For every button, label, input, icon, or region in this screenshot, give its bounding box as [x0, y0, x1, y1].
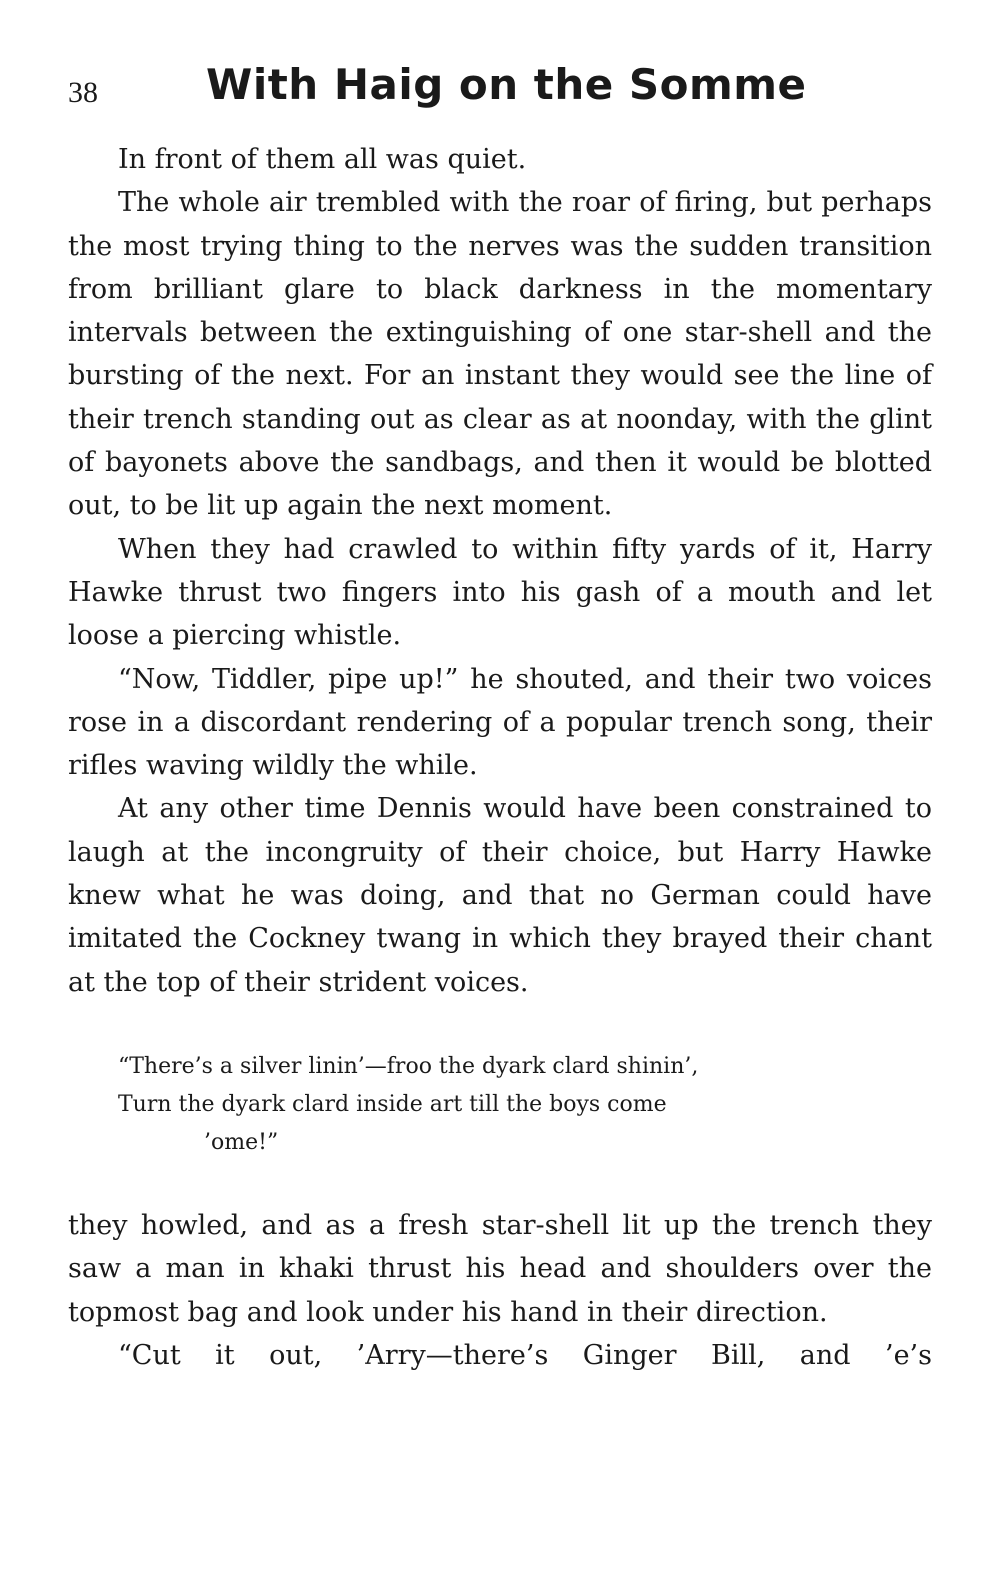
paragraph-quiet: In front of them all was quiet.: [118, 144, 527, 175]
running-title: With Haig on the Somme: [206, 60, 807, 109]
paragraph-air-trembled: The whole air trembled with the roar of firing, but perhaps the most trying thing to the nerves was the sudden transition from brilliant glare to black darkness in the momentary intervals between the extinguishing of one star-shell and the bursting of the next. For an instant they would see the line of their trench standing out as clear as at noonday, with the glint of bayonets above the sandbags, and then it would be blotted out, to be lit up again the next moment.: [68, 187, 932, 522]
book-page: [68, 60, 932, 1377]
verse-line: “There’s a silver linin’—froo the dyark clard shinin’,: [118, 1053, 699, 1079]
verse-line: Turn the dyark clard inside art till the boys come: [118, 1091, 667, 1117]
page-number: 38: [68, 76, 98, 109]
paragraph-dennis: At any other time Dennis would have been constrained to laugh at the incongruity of their choice, but Harry Hawke knew what he was doing, and that no German could have imitated the Cockney twang in which they brayed their chant at the top of their strident voices.: [68, 793, 932, 998]
paragraph-tiddler: “Now, Tiddler, pipe up!” he shouted, and their two voices rose in a discordant rendering of a popular trench song, their rifles waving wildly the while.: [68, 663, 932, 782]
paragraph-crawled: When they had crawled to within fifty yards of it, Harry Hawke thrust two fingers into his gash of a mouth and let loose a piercing whistle.: [68, 533, 932, 652]
text-body: [68, 138, 932, 1377]
verse-line: ’ome!”: [204, 1129, 279, 1155]
page-header: [68, 60, 932, 130]
song-verse: [118, 1048, 932, 1162]
paragraph-howled: they howled, and as a fresh star-shell lit up the trench they saw a man in khaki thrust his head and shoulders over the topmost bag and look under his hand in their direction.: [68, 1209, 932, 1328]
paragraph-cut-it-out: “Cut it out, ’Arry—there’s Ginger Bill, and ’e’s: [118, 1339, 932, 1371]
